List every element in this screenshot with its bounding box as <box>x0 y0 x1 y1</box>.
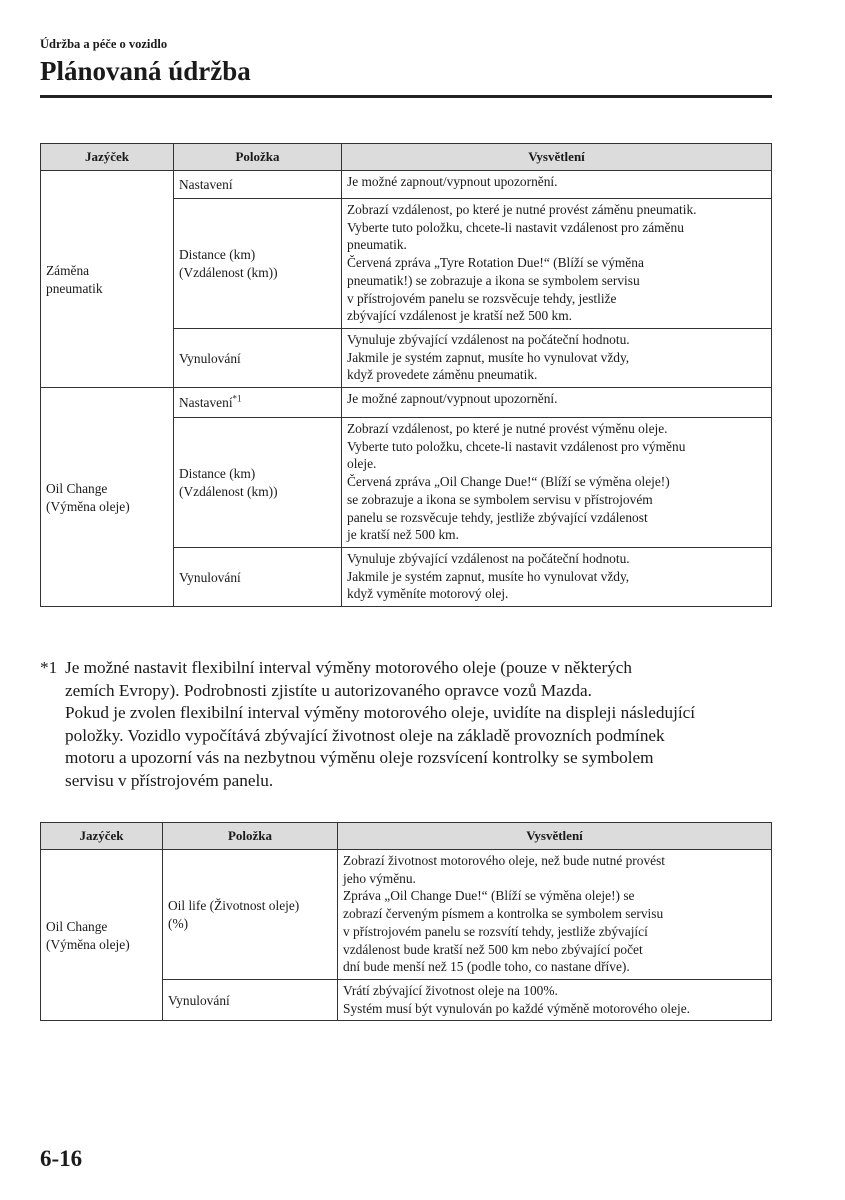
explanation-line: pneumatik. <box>347 237 407 253</box>
explanation-line: jeho výměnu. <box>343 870 416 886</box>
header-item: Položka <box>163 823 338 850</box>
footnote-line: položky. Vozidlo vypočítává zbývající životnost oleje na základě provozních podmínek <box>65 725 665 745</box>
header-explanation: Vysvětlení <box>342 144 772 171</box>
explanation-line: dní bude menší než 15 (podle toho, co nastane dříve). <box>343 959 630 975</box>
explanation-line: Vynuluje zbývající vzdálenost na počáteční hodnotu. <box>347 550 630 566</box>
explanation-cell <box>342 388 772 418</box>
item-label-line: (Vzdálenost (km)) <box>179 483 278 499</box>
footnote-line: Pokud je zvolen flexibilní interval výměny motorového oleje, uvidíte na displeji následující <box>65 703 696 722</box>
table-row <box>41 850 772 980</box>
explanation-line: když provedete záměnu pneumatik. <box>347 367 538 383</box>
tab-label-line: Oil Change <box>46 918 108 934</box>
explanation-line: je kratší než 500 km. <box>347 527 459 543</box>
item-label-line: Distance (km) <box>179 247 256 263</box>
explanation-line: Vrátí zbývající životnost oleje na 100%. <box>343 982 558 998</box>
explanation-line: oleje. <box>347 456 377 472</box>
item-label-line: Nastavení <box>179 177 233 193</box>
item-cell <box>174 547 342 606</box>
explanation-cell <box>342 547 772 606</box>
explanation-line: Zpráva „Oil Change Due!“ (Blíží se výměna oleje!) se <box>343 888 635 904</box>
tab-label-line: pneumatik <box>46 280 103 296</box>
item-label-line: Vynulování <box>179 350 241 366</box>
explanation-cell <box>338 979 772 1020</box>
tab-label-line: Oil Change <box>46 480 108 496</box>
item-label-line <box>179 394 336 412</box>
explanation-cell <box>342 199 772 329</box>
tire-oil-settings-table <box>40 143 772 607</box>
explanation-line: Je možné zapnout/vypnout upozornění. <box>347 391 558 407</box>
item-cell <box>174 328 342 387</box>
section-label: Údržba a péče o vozidlo <box>40 37 168 51</box>
explanation-line: Jakmile je systém zapnut, musíte ho vynulovat vždy, <box>347 568 630 584</box>
table-row <box>41 388 772 418</box>
tab-label-line: (Výměna oleje) <box>46 498 130 514</box>
tab-label-line: (Výměna oleje) <box>46 936 130 952</box>
explanation-line: Jakmile je systém zapnut, musíte ho vynulovat vždy, <box>347 349 630 365</box>
item-cell <box>163 979 338 1020</box>
item-label-line: Vynulování <box>168 992 230 1008</box>
explanation-line: Vyberte tuto položku, chcete-li nastavit vzdálenost pro záměnu <box>347 219 684 235</box>
explanation-line: Systém musí být vynulován po každé výměně motorového oleje. <box>343 1000 690 1016</box>
oil-life-table <box>40 822 772 1021</box>
footnote-line: zemích Evropy). Podrobnosti zjistíte u autorizovaného opravce vozů Mazda. <box>65 680 592 700</box>
explanation-cell <box>342 418 772 548</box>
item-cell <box>174 199 342 329</box>
title-rule <box>40 95 772 98</box>
item-cell <box>174 171 342 199</box>
explanation-line: zbývající vzdálenost je kratší než 500 km. <box>347 308 572 324</box>
explanation-line: Zobrazí životnost motorového oleje, než bude nutné provést <box>343 853 666 868</box>
footnote-reference: *1 <box>232 393 242 404</box>
explanation-line: Vynuluje zbývající vzdálenost na počáteční hodnotu. <box>347 331 630 347</box>
item-cell <box>163 850 338 980</box>
tab-cell-oil-change <box>41 388 174 607</box>
explanation-line: Červená zpráva „Tyre Rotation Due!“ (Blíží se výměna <box>347 255 644 271</box>
item-label-line: Distance (km) <box>179 466 256 482</box>
table-header-row <box>41 144 772 171</box>
footnote-line: motoru a upozorní vás na nezbytnou výměnu oleje rozsvícení kontrolky se symbolem <box>65 748 654 767</box>
tab-cell-tire-rotation <box>41 171 174 388</box>
header-tab: Jazýček <box>41 144 174 171</box>
footnote-marker: *1 <box>40 658 58 677</box>
item-cell <box>174 418 342 548</box>
footnote-body <box>65 657 780 792</box>
header-item: Položka <box>174 144 342 171</box>
page-title: Plánovaná údržba <box>40 56 251 86</box>
item-cell <box>174 388 342 418</box>
tab-cell-oil-change <box>41 850 163 1021</box>
explanation-line: se zobrazuje a ikona se symbolem servisu v přístrojovém <box>347 491 653 507</box>
explanation-line: v přístrojovém panelu se rozsvěcuje tehdy, jestliže <box>347 290 617 306</box>
explanation-line: pneumatik!) se zobrazuje a ikona se symbolem servisu <box>347 272 640 288</box>
item-label-line: Vynulování <box>179 569 241 585</box>
footnote-line: servisu v přístrojovém panelu. <box>65 770 274 790</box>
explanation-line: Je možné zapnout/vypnout upozornění. <box>347 174 558 189</box>
item-label-text: Nastavení <box>179 395 233 411</box>
explanation-line: v přístrojovém panelu se rozsvítí tehdy, jestliže zbývající <box>343 923 648 939</box>
explanation-line: Vyberte tuto položku, chcete-li nastavit vzdálenost pro výměnu <box>347 438 686 454</box>
explanation-line: zobrazí červeným písmem a kontrolka se symbolem servisu <box>343 906 664 922</box>
header-explanation: Vysvětlení <box>338 823 772 850</box>
page-number: 6-16 <box>40 1146 83 1171</box>
footnote <box>40 657 780 792</box>
explanation-cell <box>342 171 772 199</box>
explanation-line: když vyměníte motorový olej. <box>347 586 509 602</box>
item-label-line: (Vzdálenost (km)) <box>179 264 278 280</box>
footnote-line: Je možné nastavit flexibilní interval výměny motorového oleje (pouze v některých <box>65 658 633 677</box>
explanation-line: Zobrazí vzdálenost, po které je nutné provést výměnu oleje. <box>347 421 668 437</box>
item-label-line: Oil life (Životnost oleje) <box>168 898 300 914</box>
explanation-cell <box>338 850 772 980</box>
explanation-cell <box>342 328 772 387</box>
tab-label-line: Záměna <box>46 262 90 278</box>
explanation-line: Zobrazí vzdálenost, po které je nutné provést záměnu pneumatik. <box>347 202 697 217</box>
header-tab: Jazýček <box>41 823 163 850</box>
explanation-line: Červená zpráva „Oil Change Due!“ (Blíží se výměna oleje!) <box>347 474 670 490</box>
explanation-line: panelu se rozsvěcuje tehdy, jestliže zbývající vzdálenost <box>347 509 648 525</box>
table-row <box>41 171 772 199</box>
table-header-row <box>41 823 772 850</box>
explanation-line: vzdálenost bude kratší než 500 km nebo zbývající počet <box>343 941 643 957</box>
item-label-line: (%) <box>168 915 189 931</box>
